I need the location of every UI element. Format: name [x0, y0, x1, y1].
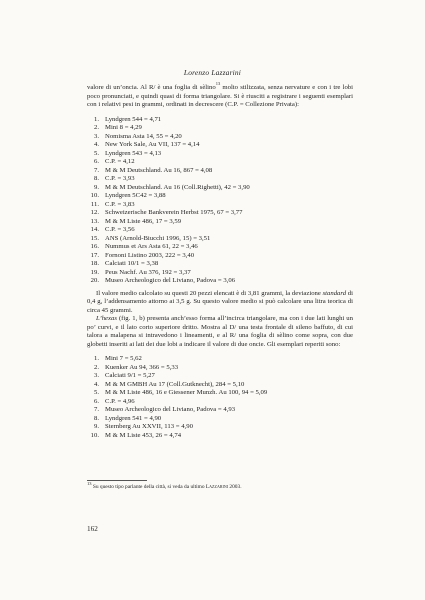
list-item — [87, 432, 353, 441]
list-item-number: 8. — [93, 175, 99, 182]
list-item — [87, 175, 353, 184]
footnote-separator — [87, 480, 147, 481]
list-item-number: 9. — [93, 423, 99, 430]
list-item — [87, 277, 353, 286]
list-item-number: 2. — [93, 363, 99, 371]
list-item-number: 1. — [93, 355, 99, 362]
list-item — [87, 226, 353, 235]
list-item-number: 16. — [90, 243, 99, 250]
intro-text-a: valore di un’oncia. Al R/ è una foglia di sèlino — [87, 84, 216, 91]
list-item-text: Schweizerische Bankverein Herbst 1975, 67 = 3,77 — [105, 209, 243, 216]
list-item — [87, 150, 353, 159]
list-item — [87, 235, 353, 244]
list-item-text: Museo Archeologico del Liviano, Padova = 4,93 — [105, 406, 236, 413]
list-item-number: 10. — [90, 192, 99, 199]
list-item-number: 15. — [90, 234, 99, 242]
list-item — [87, 415, 353, 424]
intro-paragraph — [87, 81, 353, 110]
list-item — [87, 209, 353, 218]
list-item — [87, 124, 353, 133]
list-item-number: 19. — [90, 268, 99, 276]
list-item — [87, 398, 353, 407]
footnote-year: 2003. — [228, 484, 242, 490]
list-item — [87, 269, 353, 278]
para2-italic: standard — [322, 289, 347, 297]
para2-text-b: di 0,4 g, l’addensamento attorno ai 3,5 g. Su questo valore medio si può calcolare una litra teorica di circa 45 grammi. — [87, 289, 353, 314]
list-item-text: Nummus et Ars Asta 61, 22 = 3,46 — [105, 243, 198, 250]
list-item-text: ANS (Arnold-Biucchi 1996, 15) = 3,51 — [105, 234, 211, 242]
list-item-number: 20. — [90, 277, 99, 284]
list-item-text: Kuenker Au 94, 366 = 5,33 — [105, 363, 179, 371]
list-item-text: M & M GMBH Au 17 (Coll.Gutknecht), 284 = 5,10 — [105, 380, 245, 388]
list-item-number: 4. — [93, 380, 99, 388]
list-item — [87, 184, 353, 193]
footnote-13 — [87, 480, 353, 491]
list-item — [87, 381, 353, 390]
list-item — [87, 364, 353, 373]
list-item-text: C.P. = 3,83 — [105, 200, 135, 208]
list-item-number: 12. — [90, 209, 99, 216]
list-item-number: 2. — [93, 124, 99, 131]
footnote-text: Su questo tipo parlante della città, si veda da ultimo — [91, 484, 206, 490]
list-item-number: 1. — [93, 115, 99, 123]
page-number: 162 — [87, 525, 98, 533]
body-text-top — [87, 81, 353, 440]
list-item-number: 7. — [93, 406, 99, 413]
list-item — [87, 167, 353, 176]
list-item-text: M & M Deutschland. Au 16, 867 = 4,08 — [105, 166, 213, 174]
footnote-ref-13[interactable]: 13 — [215, 81, 221, 87]
list-item — [87, 133, 353, 142]
list-item — [87, 158, 353, 167]
list-item-number: 4. — [93, 141, 99, 148]
list-item-number: 5. — [93, 149, 99, 157]
list-item-text: New York Sale, Au VII, 137 = 4,14 — [105, 141, 200, 148]
list-item — [87, 218, 353, 227]
list-item-number: 17. — [90, 251, 99, 259]
list-item — [87, 141, 353, 150]
footnote-number: 13 — [87, 480, 92, 486]
list-item-text: Lyndgren 543 = 4,13 — [105, 149, 162, 157]
list-item — [87, 372, 353, 381]
para2-text-a: Il valore medio calcolato su questi 20 pezzi elencati è di 3,81 grammi, la deviazione — [96, 289, 323, 297]
list-item-text: Fornoni Listino 2003, 222 = 3,40 — [105, 251, 195, 259]
list-item-number: 11. — [90, 200, 99, 208]
list-item-number: 5. — [93, 389, 99, 396]
list-item — [87, 260, 353, 269]
list-item-text: C.P. = 3,56 — [105, 226, 135, 233]
intro-text-b: molto stilizzata, senza nervature e con i tre lobi poco pronunciati, e quindi quasi di forma triangolare. Si è riusciti a registrare i seguenti esemplari con i relativi pesi in grammi, ordinati in decrescere (C.P. = Collezione Privata): — [87, 84, 353, 108]
list-item — [87, 406, 353, 415]
paragraph-mean-value — [87, 290, 353, 316]
list-item-number: 3. — [93, 132, 99, 140]
list-item — [87, 192, 353, 201]
list-item-text: Peus Nachf. Au 376, 192 = 3,37 — [105, 268, 191, 276]
list-item-number: 6. — [93, 397, 99, 405]
para3-text: (fig. 1, b) presenta anch’esso forma all’incirca triangolare, ma con i due lati lunghi un po’ curvi, e il lato corto superiore dritto. Mostra al D/ una testa frontale di sileno baffuto, di cui talora a malapena si intravedono i lineamenti, e al R/ una foglia di sèlino come sopra, con due globetti inseriti ai lati dei due lobi a indicare il valore di due oncie. Gli esemplari reperiti sono: — [87, 315, 353, 348]
list-item-number: 9. — [93, 183, 99, 191]
list-item-text: Nomisma Asta 14, 55 = 4,20 — [105, 132, 182, 140]
list-item-text: C.P. = 4,12 — [105, 158, 135, 165]
list-item — [87, 201, 353, 210]
list-item-text: Sternberg Au XXVII, 113 = 4,90 — [105, 423, 193, 430]
list-item-text: C.P. = 3,93 — [105, 175, 135, 182]
list-item-text: Lyndgren 544 = 4,71 — [105, 115, 162, 123]
list-item — [87, 116, 353, 125]
list-item-text: Mini 8 = 4,29 — [105, 124, 142, 131]
footnote-author: Lazzarini — [205, 484, 229, 490]
list-item — [87, 252, 353, 261]
list-item-text: Calciati 10/1 = 3,38 — [105, 260, 159, 267]
list-item-number: 10. — [90, 431, 99, 439]
list-item-text: Lyndgren 5C42 = 3,88 — [105, 192, 166, 199]
list-item-number: 14. — [90, 226, 99, 233]
list-item-text: Mini 7 = 5,62 — [105, 355, 142, 362]
weights-list-litra — [87, 116, 353, 286]
paragraph-hexas — [87, 315, 353, 349]
list-item-text: Calciati 9/1 = 5,27 — [105, 372, 155, 379]
running-head: Lorenzo Lazzarini — [183, 68, 242, 77]
list-item-number: 7. — [93, 166, 99, 174]
list-item-text: M & M Liste 453, 26 = 4,74 — [105, 431, 182, 439]
list-item — [87, 355, 353, 364]
list-item — [87, 243, 353, 252]
list-item-text: Museo Archeologico del Liviano, Padova = 3,06 — [105, 277, 236, 284]
list-item-text: C.P. = 4,96 — [105, 397, 135, 405]
weights-list-hexas — [87, 355, 353, 440]
list-item-number: 3. — [93, 372, 99, 379]
list-item — [87, 423, 353, 432]
list-item-text: M & M Liste 486, 16 e Giessener Munzh. Au 100, 94 = 5,09 — [105, 389, 268, 396]
list-item-number: 8. — [93, 414, 99, 422]
list-item-text: M & M Deutschland. Au 16 (Coll.Righetti), 42 = 3,90 — [105, 183, 250, 191]
hexas-term: L’hexas — [96, 315, 117, 322]
list-item-text: Lyndgren 541 = 4,90 — [105, 414, 162, 422]
list-item-number: 18. — [90, 260, 99, 267]
list-item-number: 6. — [93, 158, 99, 165]
list-item-text: M & M Liste 486, 17 = 3,59 — [105, 217, 182, 225]
list-item — [87, 389, 353, 398]
list-item-number: 13. — [90, 217, 99, 225]
